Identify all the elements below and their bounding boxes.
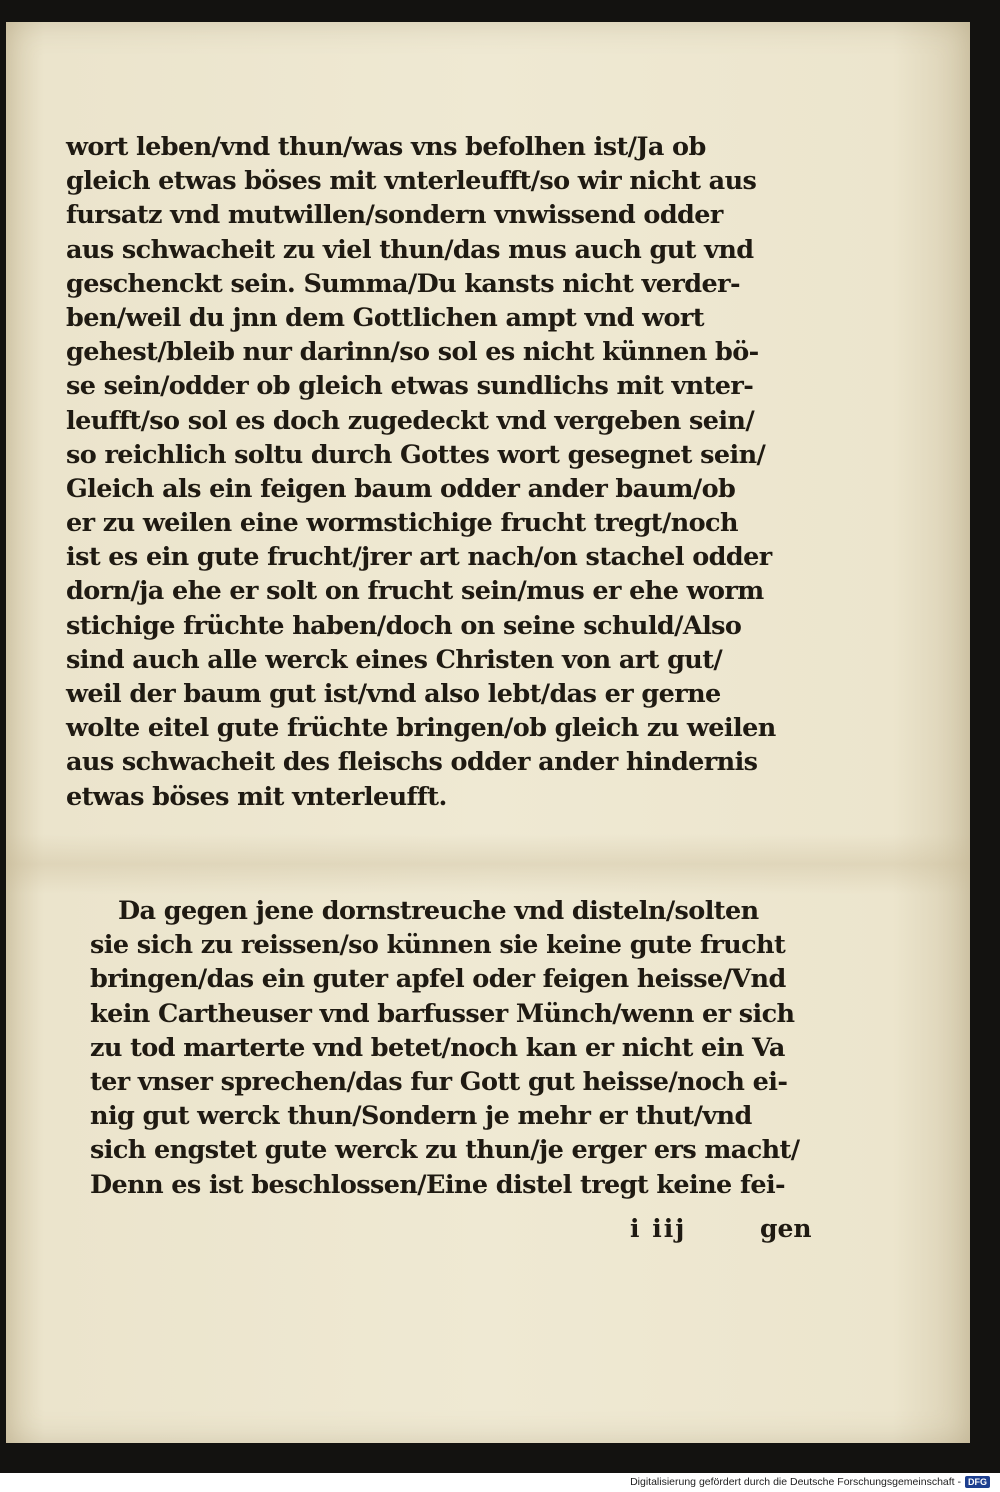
text-line: aus schwacheit zu viel thun/das mus auch gut vnd — [66, 234, 754, 265]
text-line: sind auch alle werck eines Christen von art gut/ — [66, 644, 723, 675]
catchword: gen — [760, 1214, 812, 1243]
text-line: Gleich als ein feigen baum odder ander baum/ob — [66, 473, 736, 504]
book-page — [6, 22, 970, 1443]
text-line: gehest/bleib nur darinn/so sol es nicht künnen bö- — [66, 337, 759, 368]
dfg-logo: DFG — [965, 1476, 990, 1488]
text-line: ben/weil du jnn dem Gottlichen ampt vnd wort — [66, 302, 704, 333]
text-line: wort leben/vnd thun/was vns befolhen ist/Ja ob — [66, 132, 706, 162]
text-line: sich engstet gute werck zu thun/je erger ers macht/ — [90, 1135, 800, 1166]
text-line: er zu weilen eine wormstichige frucht tregt/noch — [66, 508, 738, 539]
text-line: leufft/so sol es doch zugedeckt vnd vergeben sein/ — [66, 405, 755, 436]
text-line: aus schwacheit des fleischs odder ander hindernis — [66, 747, 758, 778]
text-line: dorn/ja ehe er solt on frucht sein/mus er ehe worm — [66, 576, 764, 607]
text-line: sie sich zu reissen/so künnen sie keine gute frucht — [90, 930, 786, 961]
text-line: etwas böses mit vnterleufft. — [66, 781, 447, 812]
signature-mark: i iij — [630, 1214, 687, 1243]
paragraph-1 — [66, 130, 776, 814]
text-line: kein Cartheuser vnd barfusser Münch/wenn er sich — [90, 998, 795, 1029]
text-line: fursatz vnd mutwillen/sondern vnwissend odder — [66, 200, 723, 231]
text-line: ter vnser sprechen/das fur Gott gut heisse/noch ei- — [90, 1066, 788, 1097]
text-line: nig gut werck thun/Sondern je mehr er thut/vnd — [90, 1101, 752, 1132]
text-line: stichige früchte haben/doch on seine schuld/Also — [66, 610, 742, 641]
text-line: wolte eitel gute früchte bringen/ob gleich zu weilen — [66, 713, 776, 744]
footer-text: Digitalisierung gefördert durch die Deutsche Forschungsgemeinschaft - — [630, 1476, 961, 1488]
text-line: ist es ein gute frucht/jrer art nach/on stachel odder — [66, 542, 772, 573]
text-line: se sein/odder ob gleich etwas sundlichs mit vnter- — [66, 371, 754, 402]
text-line: zu tod marterte vnd betet/noch kan er nicht ein Va — [90, 1032, 785, 1063]
text-line: gleich etwas böses mit vnterleufft/so wir nicht aus — [66, 166, 757, 197]
text-line: so reichlich soltu durch Gottes wort gesegnet sein/ — [66, 439, 766, 470]
paragraph-2 — [90, 894, 799, 1202]
text-line: geschenckt sein. Summa/Du kansts nicht verder- — [66, 268, 740, 299]
text-line: Denn es ist beschlossen/Eine distel tregt keine fei- — [90, 1169, 786, 1200]
text-line: bringen/das ein guter apfel oder feigen heisse/Vnd — [90, 964, 786, 995]
footer-credit — [630, 1476, 990, 1488]
text-line: weil der baum gut ist/vnd also lebt/das er gerne — [66, 679, 721, 709]
text-line: Da gegen jene dornstreuche vnd disteln/solten — [118, 896, 759, 926]
